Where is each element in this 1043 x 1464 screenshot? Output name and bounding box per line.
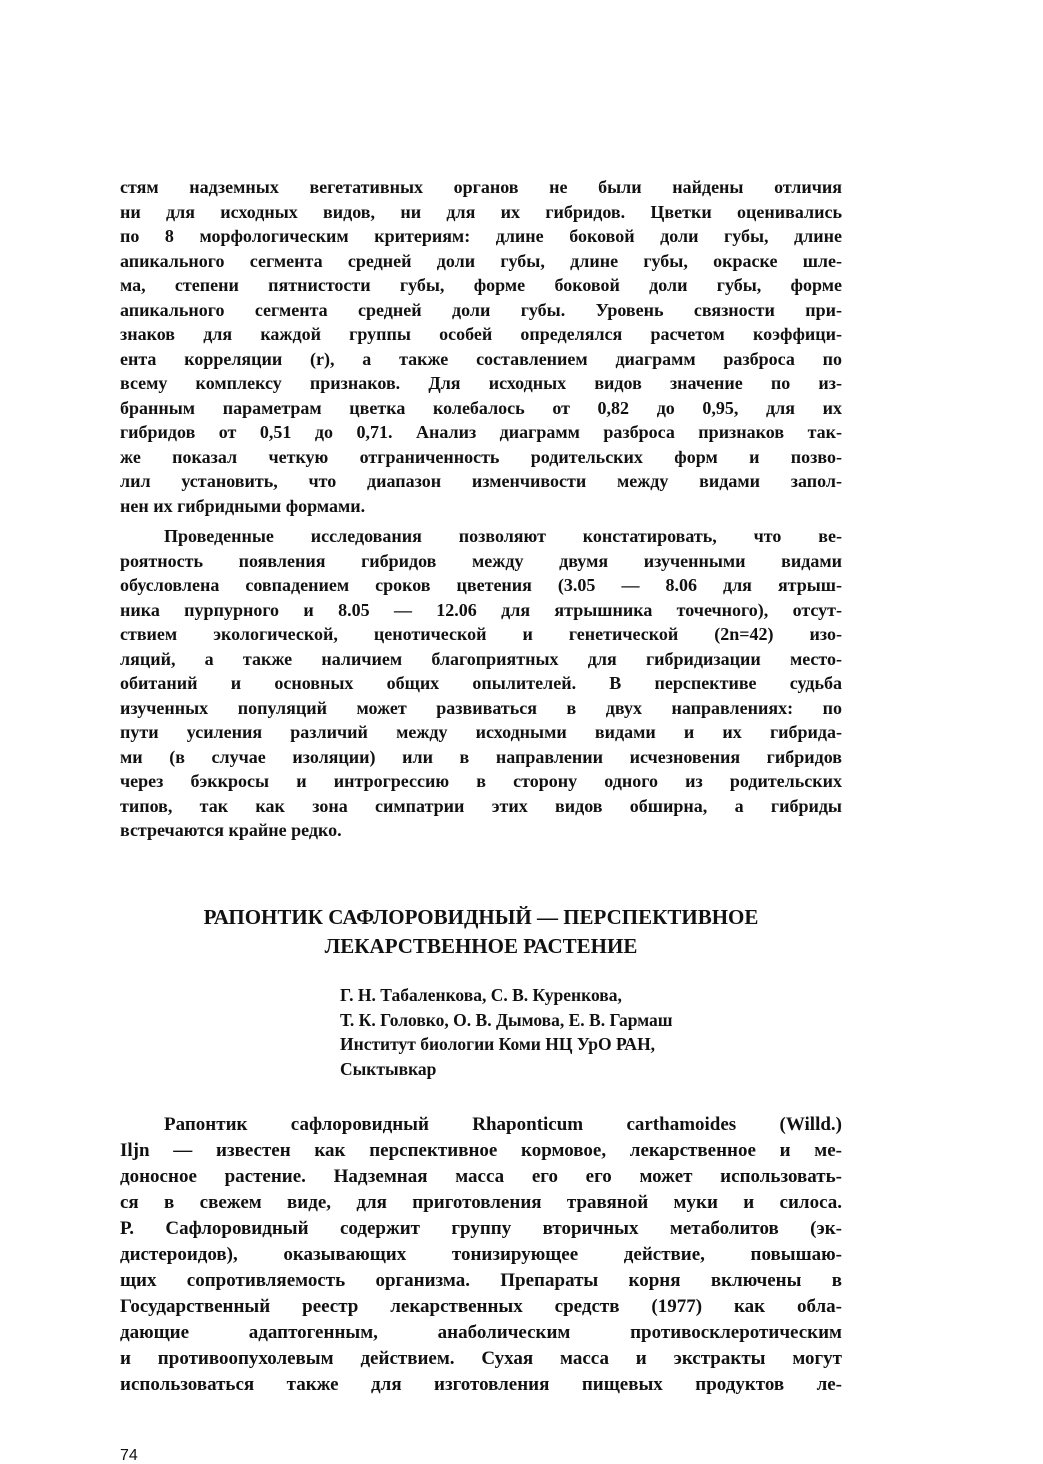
text-line: ляций, а также наличием благоприятных для гибридизации место-	[120, 648, 842, 669]
affiliation-line: Институт биологии Коми НЦ УрО РАН,	[340, 1034, 656, 1054]
text-line: ни для исходных видов, ни для их гибридов. Цветки оценивались	[120, 201, 842, 222]
text-line: Государственный реестр лекарственных средств (1977) как обла-	[120, 1296, 842, 1317]
authors-line: Г. Н. Табаленкова, С. В. Куренкова,	[340, 985, 622, 1005]
text-line: использоваться также для изготовления пищевых продуктов ле-	[120, 1374, 842, 1395]
text-line: нен их гибридными формами.	[120, 495, 366, 516]
authors-line: Т. К. Головко, О. В. Дымова, Е. В. Гармаш	[340, 1009, 673, 1030]
text-line: ента корреляции (r), а также составлением диаграмм разброса по	[120, 348, 842, 369]
paragraph-orchid-morphology	[120, 175, 842, 518]
text-line: Рапонтик сафлоровидный Rhaponticum carthamoides (Willd.)	[164, 1114, 842, 1135]
text-line: апикального сегмента средней доли губы, длине губы, окраске шле-	[120, 250, 842, 271]
text-line: Проведенные исследования позволяют констатировать, что ве-	[164, 526, 842, 546]
text-line: апикального сегмента средней доли губы. Уровень связности при-	[120, 299, 842, 320]
paragraph-conclusions	[120, 524, 842, 843]
text-line: ника пурпурного и 8.05 — 12.06 для ятрышника точечного), отсут-	[120, 599, 842, 620]
text-line: роятность появления гибридов между двумя изученными видами	[120, 550, 842, 571]
text-line: лил установить, что диапазон изменчивости между видами запол-	[120, 471, 842, 491]
text-line: дающие адаптогенным, анаболическим противосклеротическим	[120, 1322, 842, 1343]
text-line: всему комплексу признаков. Для исходных видов значение по из-	[120, 373, 842, 393]
text-line: ся в свежем виде, для приготовления травяной муки и силоса.	[120, 1192, 842, 1213]
article-title	[120, 903, 842, 961]
text-line: же показал четкую отграниченность родительских форм и позво-	[120, 446, 842, 467]
text-line: типов, так как зона симпатрии этих видов обширна, а гибриды	[120, 795, 842, 816]
text-line: через бэккросы и интрогрессию в сторону одного из родительских	[120, 771, 842, 791]
text-line: знаков для каждой группы особей определялся расчетом коэффици-	[120, 324, 842, 344]
text-line: Р. Сафлоровидный содержит группу вторичных метаболитов (эк-	[120, 1218, 842, 1239]
text-line: обусловлена совпадением сроков цветения (3.05 — 8.06 для ятрыш-	[120, 575, 842, 595]
text-line: и противоопухолевым действием. Сухая масса и экстракты могут	[120, 1348, 842, 1369]
title-line: ЛЕКАРСТВЕННОЕ РАСТЕНИЕ	[324, 934, 638, 958]
text-line: Iljn — известен как перспективное кормовое, лекарственное и ме-	[120, 1140, 842, 1161]
text-line: стям надземных вегетативных органов не были найдены отличия	[120, 177, 842, 197]
text-line: по 8 морфологическим критериям: длине боковой доли губы, длине	[120, 226, 842, 246]
title-line: РАПОНТИК САФЛОРОВИДНЫЙ — ПЕРСПЕКТИВНОЕ	[203, 905, 759, 929]
page-number: 74	[120, 1447, 138, 1464]
text-line: ма, степени пятнистости губы, форме боковой доли губы, форме	[120, 275, 842, 295]
text-line: бранным параметрам цветка колебалось от 0,82 до 0,95, для их	[120, 397, 842, 418]
text-line: дистероидов), оказывающих тонизирующее действие, повышаю-	[120, 1244, 842, 1265]
text-line: изученных популяций может развиваться в двух направлениях: по	[120, 697, 842, 718]
text-line: встречаются крайне редко.	[120, 820, 342, 840]
text-line: ствием экологической, ценотической и генетической (2n=42) изо-	[120, 624, 842, 644]
text-line: доносное растение. Надземная масса его его может использовать-	[120, 1166, 842, 1187]
article-authors	[340, 983, 820, 1081]
text-line: гибридов от 0,51 до 0,71. Анализ диаграмм разброса признаков так-	[120, 422, 842, 442]
affiliation-city: Сыктывкар	[340, 1058, 437, 1079]
paragraph-rhaponticum-intro	[120, 1112, 842, 1398]
text-line: пути усиления различий между исходными видами и их гибрида-	[120, 722, 842, 742]
text-line: ми (в случае изоляции) или в направлении исчезновения гибридов	[120, 746, 842, 767]
text-line: обитаний и основных общих опылителей. В перспективе судьба	[120, 673, 842, 693]
text-line: щих сопротивляемость организма. Препараты корня включены в	[120, 1270, 842, 1291]
